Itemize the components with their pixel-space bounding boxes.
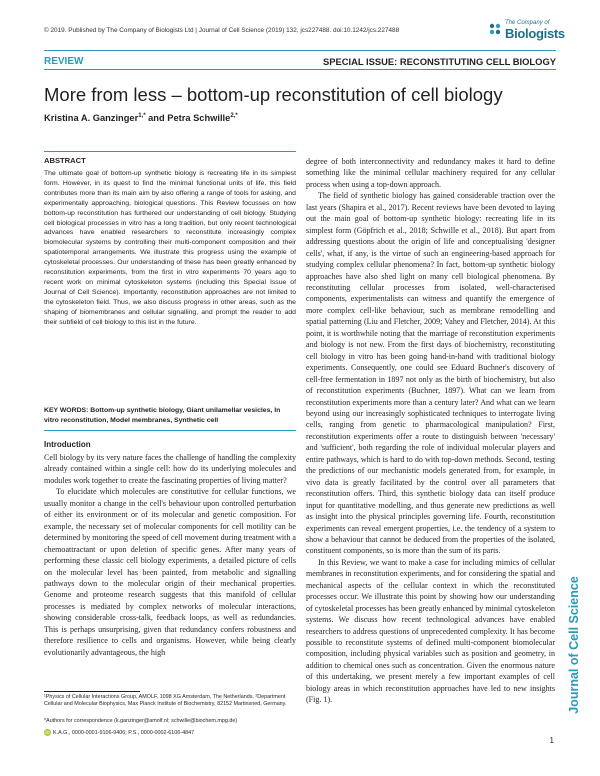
author-name[interactable]: Kristina A. Ganzinger	[44, 113, 139, 124]
special-issue-label: SPECIAL ISSUE: RECONSTITUTING CELL BIOLOGY	[322, 56, 556, 67]
footnote-rule	[44, 691, 140, 692]
publisher-logo-icon	[488, 22, 502, 36]
author-affiliation-mark: 1,*	[138, 113, 146, 119]
author-join: and	[148, 113, 165, 124]
right-column	[306, 156, 555, 706]
paragraph: Cell biology by its very nature faces the challenge of handling the complexity already contained within a single cell: how do its underlying molecules and modules work together to create the fascinating properties of living matter?	[44, 453, 296, 485]
orcid-footnote	[44, 729, 296, 737]
paragraph: In this Review, we want to make a case for including mimics of cellular membranes in reconstitution experiments, and for considering the spatial and mechanical aspects of the cellular context in which the reconstituted processes occur. We illustrate this point by showing how our understanding of cytoskeletal processes has been greatly enhanced by minimal cytoskeleton systems. We discuss how recent technological advances have enabled researchers to address questions of unprecedented complexity. It has become possible to reconstitute systems of defined multi-component biomolecular composition, including physical variables such as position and geometry, in addition to chemical ones such as concentration. Given the enormous nature of this undertaking, we present merely a few important examples of cell biology areas in which reconstitution approaches have led to new insights (Fig. 1).	[306, 557, 555, 705]
header-rule-bottom	[44, 69, 556, 70]
abstract-rule	[44, 151, 296, 152]
section-heading: Introduction	[44, 440, 91, 449]
author-list	[44, 113, 238, 123]
abstract-heading: ABSTRACT	[44, 156, 86, 165]
publisher-logo-text: Biologists	[505, 26, 565, 41]
journal-citation-line: © 2019. Published by The Company of Biologists Ltd | Journal of Cell Science (2019) 132, jcs227488. doi:10.1242/jcs.227488	[44, 27, 400, 34]
orcid-ids[interactable]: K.A.G., 0000-0001-9106-9406; P.S., 0000-0002-6106-4847	[53, 729, 195, 736]
paragraph: To elucidate which molecules are constitutive for cellular functions, we usually monitor a change in the cell's behaviour upon controlled perturbation of either its environment or of its molecular and genetic composition. For example, the necessary set of molecular components for cell motility can be determined by monitoring the speed of cell movement during treatment with a chemoattractant or upon deletion of specific genes. After many years of performing these classic cell biology experiments, a detailed picture of cells on the molecular level has been painted, from metabolic and signalling pathways down to the molecular origin of their mechanical properties. Genome and proteome research suggests that this manifold of cellular processes is mediated by complex networks of molecular interactions, showing considerable cross-talk, feedback loops, as well as redundancies. This is perhaps unsurprising, given that redundancy confers robustness and therefore resilience to cells and organisms. However, while being clearly evolutionarily advantageous, the high	[44, 487, 296, 657]
journal-sidebar-text: Journal of Cell Science	[567, 576, 581, 714]
abstract-text: The ultimate goal of bottom-up synthetic biology is recreating life in its simplest form. However, in its quest to find the minimal functional units of life, this field contributes more than its main aim by also offering a range of tools for asking, and experimentally approaching, biological questions. This Review focusses on how bottom-up reconstitution has furthered our understanding of cell biology. Studying cell biological processes in vitro has a long tradition, but only recent technological advances have enabled researchers to reconstitute increasingly complex biomolecular systems by controlling their multi-component composition and their spatiotemporal arrangements. We illustrate this progress using the example of cytoskeletal processes. Our understanding of these has been greatly enhanced by reconstitution experiments, from the first in vitro experiments 70 years ago to recent work on minimal cytoskeleton systems (including this Special Issue of Journal of Cell Science). Importantly, reconstitution approaches are not limited to the cytoskeleton field. Thus, we also discuss progress in other areas, such as the shaping of biomembranes and cellular signalling, and prompt the reader to add their subfield of cell biology to this list in the future.	[44, 170, 296, 326]
header-rule	[44, 50, 556, 51]
paragraph: The field of synthetic biology has gained considerable traction over the last years (Shapira et al., 2017). Recent reviews have been devoted to laying out the main goal of bottom-up synthetic biology: recreating life in its simplest form (Göpfrich et al., 2018; Schwille et al., 2018). But apart from addressing questions about the origin of life and conceptualising 'designer cells', what, if any, is the virtue of such an engineering-based approach for studying complex cellular phenomena? In fact, bottom-up synthetic biology approaches have also shed light on many cell biological phenomena. By reconstituting cellular processes from isolated, well-characterised components, experimentalists can witness and quantify the emergence of more complex cell-like behaviour, such as membrane remodelling and spatial patterning (Liu and Fletcher, 2009; Vahey and Fletcher, 2014). At this point, it is worthwhile noting that the marriage of reconstitution experiments and biology is not new. From the first days of biochemistry, reconstituting cell biology in vitro has been going hand-in-hand with traditional biology experiments. Consequently, one could see Eduard Buchner's discovery of cell-free fermentation in 1897 not only as the birth of biochemistry, but also of reconstitution experiments (Buchner, 1897). What can we learn from reconstitution experiments more than a century later? And what can we learn beyond using our increasingly sophisticated techniques to interrogate living cells, ranging from genetic to pharmacological manipulation? First, reconstitution experiments offer a route to distinguish between 'necessary' and 'sufficient', both regarding the role of individual molecular players and entire pathways, which is hard to do with top-down methods. Second, testing the predictions of our mechanistic models generated from, for example, in vivo data is greatly facilitated by the control over all parameters that reconstitution offers. Third, this synthetic biology data can itself produce input for quantitative modelling, and thus generate new predictions as well as insight into the physical principles governing life. Fourth, reconstitution experiments can reveal emergent properties, i.e. the tendency of a system to show a behaviour that cannot be deduced from the properties of the isolated, constituent components, so is more than the sum of its parts.	[306, 191, 555, 556]
paragraph: degree of both interconnectivity and redundancy makes it hard to define something like the minimal cellular machinery required for any cellular process when using a top-down approach.	[306, 157, 555, 189]
keywords: KEY WORDS: Bottom-up synthetic biology, Giant unilamellar vesicles, In vitro reconstitution, Model membranes, Synthetic cell	[44, 407, 281, 424]
author-name[interactable]: Petra Schwille	[167, 113, 231, 124]
correspondence-footnote[interactable]: *Authors for correspondence (k.ganzinger@amolf.nl; schwille@biochem.mpg.de)	[44, 718, 238, 724]
article-type-label: REVIEW	[44, 56, 84, 67]
left-column	[44, 452, 296, 658]
article-title: More from less – bottom-up reconstitution of cell biology	[44, 84, 503, 105]
page-number: 1	[549, 736, 554, 745]
orcid-icon: iD	[45, 730, 50, 735]
keywords-rule	[44, 430, 296, 431]
journal-sidebar	[565, 560, 583, 730]
affiliations-footnote: ¹Physics of Cellular Interactions Group, AMOLF, 1098 XG Amsterdam, The Netherlands. ²Department Cellular and Molecular Biophysics, Max Planck Institute of Biochemistry, 82152 Martinsried, Germany.	[44, 694, 287, 708]
author-affiliation-mark: 2,*	[230, 113, 238, 119]
publisher-logo-small-text: The Company of	[505, 20, 550, 26]
